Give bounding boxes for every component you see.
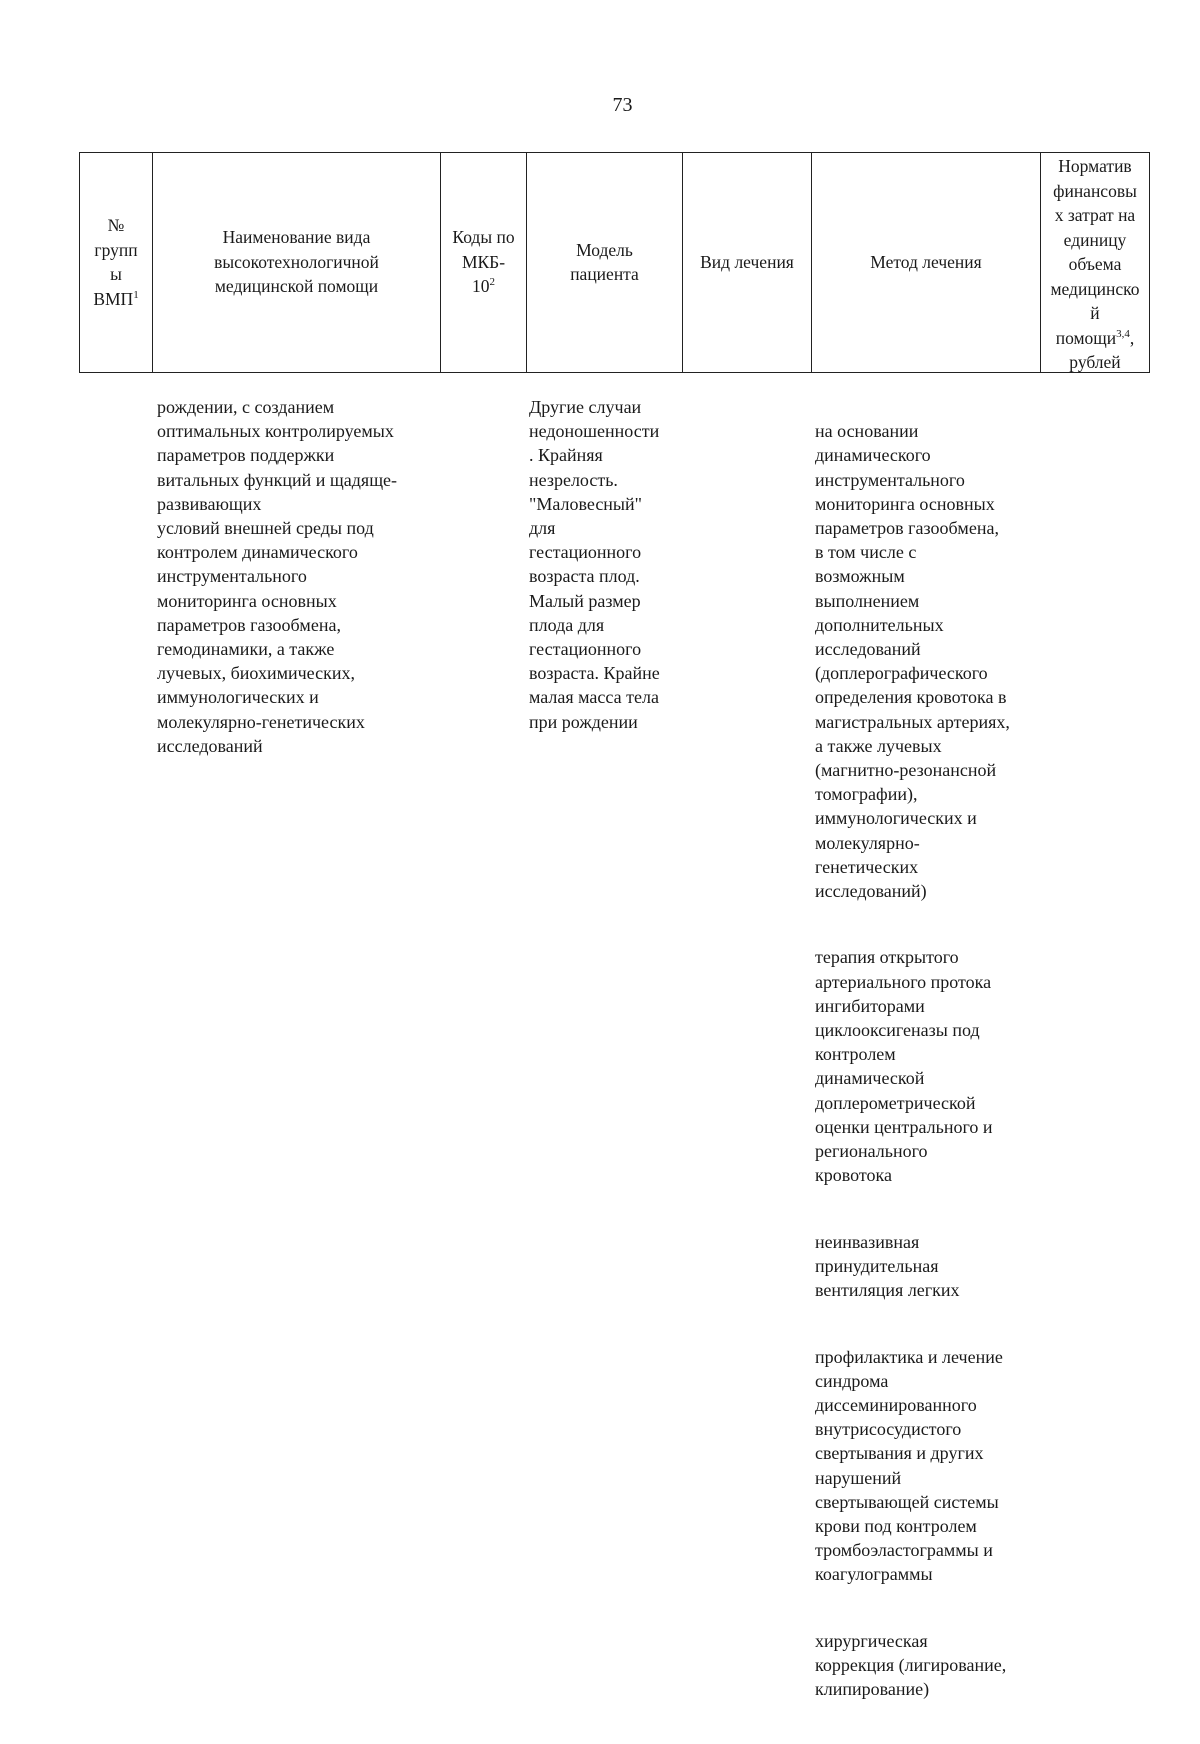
treatment-method-cell [815, 395, 1040, 1744]
header-treatment-type [683, 152, 811, 372]
header-bottom-rule [79, 372, 1149, 373]
header-financial-norm-tail: , рублей [1069, 327, 1135, 372]
header-treatment-method-text: Метод лечения [870, 251, 982, 272]
header-treatment-type-text: Вид лечения [700, 251, 794, 272]
footnote-ref: 1 [133, 288, 139, 301]
header-icd-codes [441, 152, 526, 372]
patient-model-cell: Другие случаи недоношенности . Крайняя незрелость. "Маловесный" для гестационного возраста плод. Малый размер плода для гестационного возраста. Крайне малая масса тела при рождении [529, 397, 660, 732]
column-divider [1149, 152, 1150, 373]
footnote-ref: 3,4 [1116, 327, 1130, 340]
header-group-number [80, 152, 152, 372]
method-item: терапия открытого артериального протока ингибиторами циклооксигеназы под контролем динамической доплерометрической оценки центрального и регионального кровотока [815, 947, 993, 1186]
header-group-number-line4: ВМП [93, 288, 134, 309]
header-financial-norm-text: Норматив финансовы х затрат на единицу объема медицинско й помощи [1050, 156, 1140, 348]
header-patient-model [527, 152, 682, 372]
header-care-name-text: Наименование вида высокотехнологичной медицинской помощи [214, 227, 379, 297]
header-group-number-line2: групп [94, 239, 138, 260]
method-item: профилактика и лечение синдрома диссеминированного внутрисосудистого свертывания и других нарушений свертывающей системы крови под контролем тромбоэластограммы и коагулограммы [815, 1346, 1003, 1585]
method-item: неинвазивная принудительная вентиляция легких [815, 1231, 960, 1301]
header-icd-codes-text: Коды по МКБ- 10 [452, 227, 515, 297]
care-name-cell: рождении, с созданием оптимальных контролируемых параметров поддержки витальных функций и щадяще- развивающих условий внешней среды под контролем динамического инструментального мониторинга основных параметров газообмена, гемодинамики, а также лучевых, биохимических, иммунологических и молекулярно-генетических исследований [157, 397, 398, 756]
header-group-number-line1: № [107, 215, 125, 235]
page-number: 73 [612, 94, 633, 116]
header-patient-model-text: Модель пациента [570, 239, 639, 284]
header-financial-norm [1041, 152, 1149, 372]
header-treatment-method [812, 152, 1040, 372]
header-care-name [153, 152, 440, 372]
method-item: хирургическая коррекция (лигирование, клипирование) [815, 1630, 1007, 1700]
method-item: на основании динамического инструментального мониторинга основных параметров газообмена, в том числе с возможным выполнением дополнительных исследований (доплерографического определения кровотока в магистральных артериях, а также лучевых (магнитно-резонансной томографии), иммунологических и молекулярно- генетических исследований) [815, 421, 1010, 902]
header-group-number-line3: ы [110, 264, 122, 284]
footnote-ref: 2 [489, 276, 495, 289]
